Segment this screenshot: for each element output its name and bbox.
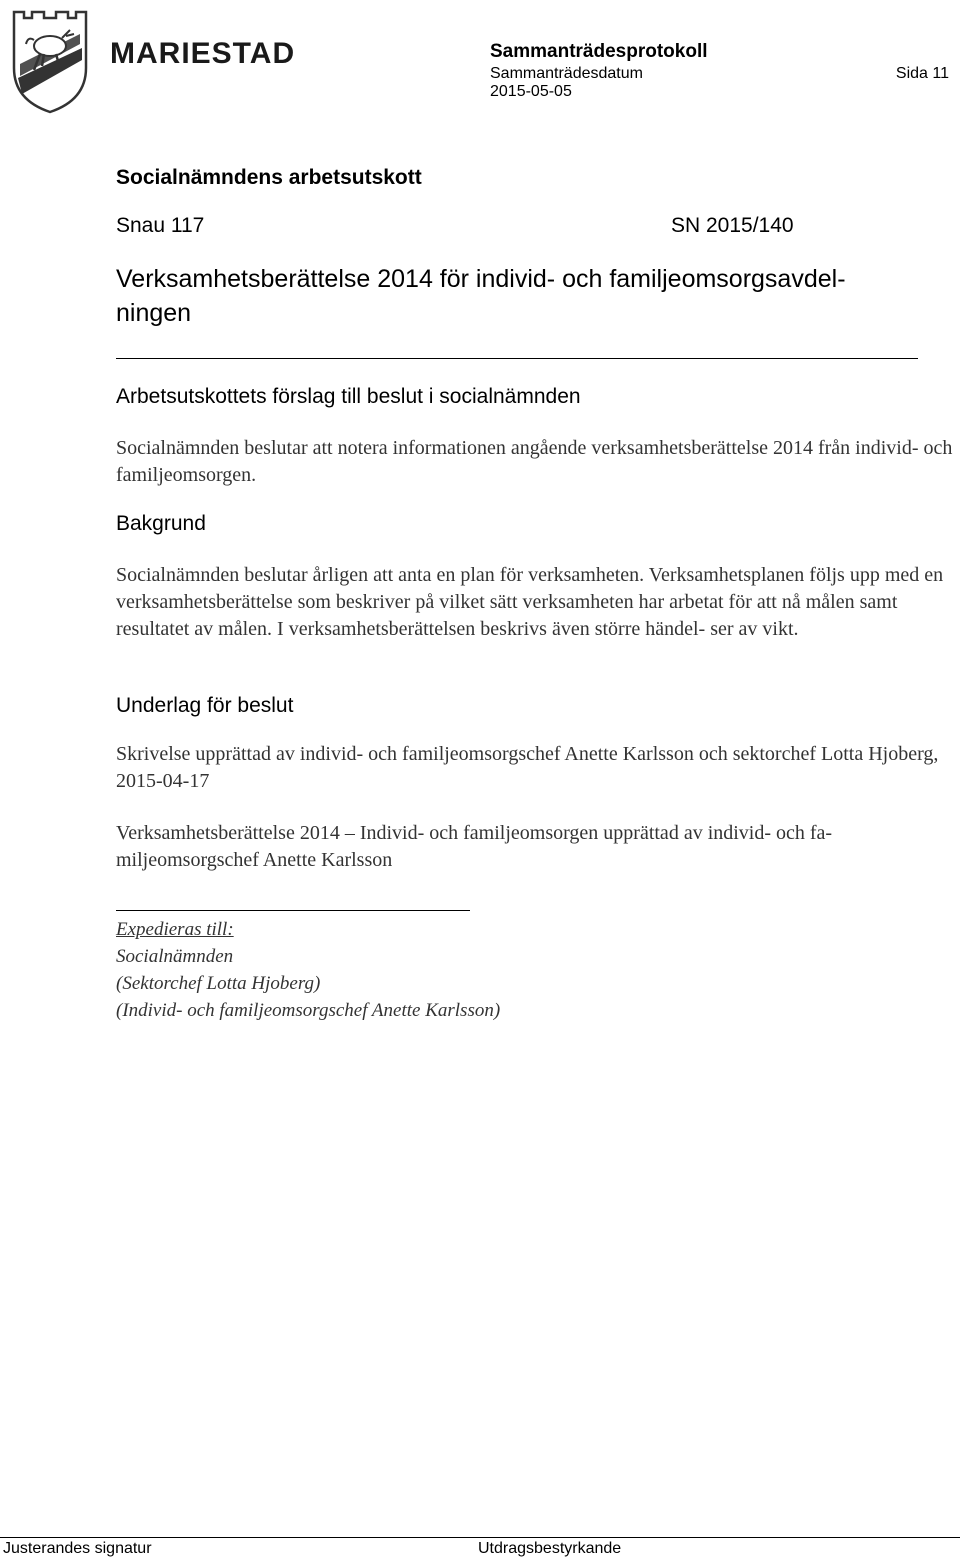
page-number: Sida 11 (895, 65, 949, 82)
case-number: SN 2015/140 (671, 214, 794, 237)
distribution-title: Expedieras till: (116, 919, 234, 940)
footer-certification-label: Utdragsbestyrkande (478, 1540, 622, 1557)
distribution-divider (116, 910, 470, 911)
logo-wordmark: MARIESTAD (110, 37, 296, 70)
committee-name: Socialnämndens arbetsutskott (116, 166, 422, 189)
mariestad-logo (10, 8, 90, 116)
document-title: Sammanträdesprotokoll (490, 41, 708, 62)
title-divider (116, 358, 918, 359)
distribution-recipient: (Sektorchef Lotta Hjoberg) (116, 973, 321, 994)
basis-item: Verksamhetsberättelse 2014 – Individ- och familjeomsorgen upprättad av individ- och fa- miljeomsorgschef Anette Karlsson (116, 822, 833, 871)
footer-divider (0, 1537, 960, 1538)
proposal-text: Socialnämnden beslutar att notera informationen angående verksamhetsberättelse 2014 från individ- och familjeomsorgen. (116, 437, 953, 486)
background-text: Socialnämnden beslutar årligen att anta en plan för verksamheten. Verksamhetsplanen följs upp med en verksamhetsberättelse som beskriver på vilket sätt verksamheten har arbetat för att nå målen samt resultatet av målen. I verksamhetsberättelsen beskrivs även större händel- ser av vikt. (116, 564, 944, 640)
paragraph-number: Snau 117 (116, 214, 205, 237)
proposal-heading: Arbetsutskottets förslag till beslut i socialnämnden (116, 385, 581, 408)
item-title: Verksamhetsberättelse 2014 för individ- och familjeomsorgsavdel- ningen (116, 265, 846, 327)
basis-item: Skrivelse upprättad av individ- och familjeomsorgschef Anette Karlsson och sektorchef Lotta Hjoberg, 2015-04-17 (116, 743, 939, 792)
distribution-recipient: (Individ- och familjeomsorgschef Anette Karlsson) (116, 1000, 501, 1021)
background-heading: Bakgrund (116, 512, 206, 535)
meeting-date-label: Sammanträdesdatum (490, 65, 643, 82)
footer-signature-label: Justerandes signatur (3, 1540, 152, 1557)
distribution-recipient: Socialnämnden (116, 946, 234, 967)
meeting-date: 2015-05-05 (490, 83, 572, 100)
basis-heading: Underlag för beslut (116, 694, 294, 717)
